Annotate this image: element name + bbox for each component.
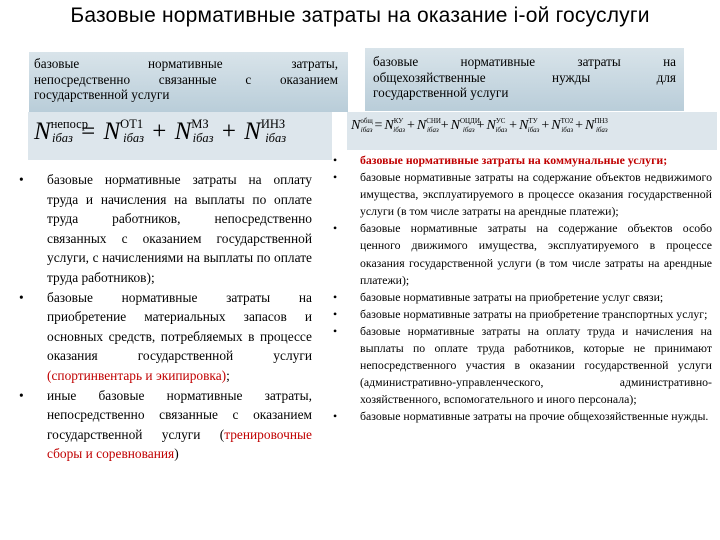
formula-direct-costs — [28, 112, 332, 160]
formula-term: $N^{ТО2}iбаз$ — [551, 117, 574, 134]
formula-term-lhs: $N^{непоср}iбаз$ — [34, 116, 88, 145]
general-costs-list — [330, 152, 712, 426]
plus-sign: + — [221, 118, 236, 145]
plus-sign: + — [575, 118, 583, 133]
page-title: Базовые нормативные затраты на оказание i-ой госуслуги — [70, 4, 650, 27]
formula-term: $N^{ТУ}iбаз$ — [519, 117, 540, 134]
formula-term: $N^{СНИ}iбаз$ — [416, 117, 441, 134]
plus-sign: + — [509, 118, 518, 133]
plus-sign: + — [406, 118, 415, 133]
list-item — [330, 152, 712, 169]
list-item: • базовые нормативные затраты на оплату труда и начисления на выплаты по оплате труда работников, которые не принимают непосредственного участия в оказании государственной услуги (административно-управленческого, административно-хозяйственного, вспомогательного и иного персонала); — [330, 323, 712, 408]
plus-sign: + — [476, 118, 485, 133]
highlight-text: (спортинвентарь и экипировка) — [47, 367, 227, 383]
header-line: государственной услуги — [373, 85, 509, 100]
list-item: • базовые нормативные затраты на приобретение услуг связи; — [330, 289, 712, 306]
plus-sign: + — [541, 118, 550, 133]
formula-term: $N^{ПНЗ}iбаз$ — [584, 117, 608, 134]
list-item: • базовые нормативные затраты на прочие общехозяйственные нужды. — [330, 408, 712, 425]
list-item: • базовые нормативные затраты на приобретение транспортных услуг; — [330, 306, 712, 323]
header-line: непосредственно связанные с оказанием — [34, 71, 338, 87]
highlight-text: базовые нормативные затраты на коммунальные услуги; — [360, 153, 668, 167]
plus-sign: + — [440, 118, 449, 133]
plus-sign: + — [152, 118, 167, 145]
list-item: • базовые нормативные затраты на содержание объектов недвижимого имущества, эксплуатируемого в процессе оказания государственной услуги (в том числе затраты на арендные платежи); — [330, 169, 712, 220]
header-line: базовые нормативные затраты, — [34, 56, 338, 71]
list-item: • иные базовые нормативные затраты, непосредственно связанные с оказанием государственной услуги (тренировочные сборы и соревнования) — [16, 386, 312, 464]
formula-term: $N^{КУ}iбаз$ — [384, 117, 405, 134]
header-box-direct-costs — [29, 52, 348, 112]
formula-term: $N^{УС}iбаз$ — [486, 117, 508, 134]
list-item: • базовые нормативные затраты на приобретение материальных запасов и основных средств, потребляемых в процессе оказания государственной услуги (спортинвентарь и экипировка); — [16, 288, 312, 386]
equals-sign: = — [81, 118, 96, 145]
formula-term: $N^{ИНЗ}iбаз$ — [244, 116, 287, 145]
header-line: государственной услуги — [34, 87, 170, 102]
header-line: базовые нормативные затраты на — [373, 54, 676, 69]
direct-costs-list — [16, 170, 312, 464]
formula-term: $N^{МЗ}iбаз$ — [174, 116, 214, 145]
formula-term: $N^{ОТ1}iбаз$ — [103, 116, 144, 145]
formula-general-costs — [347, 112, 717, 150]
list-item: • базовые нормативные затраты на оплату труда и начисления на выплаты по оплате труда работников, непосредственно связанных с оказанием государственной услуги, с начислениями на выплаты по оплате труда работников); — [16, 170, 312, 288]
list-item: • базовые нормативные затраты на содержание объектов особо ценного движимого имущества, эксплуатируемого в процессе оказания государственной услуги (в том числе затраты на арендные платежи); — [330, 220, 712, 288]
formula-term-lhs: $N^{общ}iбаз$ — [351, 117, 373, 134]
equals-sign: = — [374, 118, 383, 133]
header-box-general-costs — [365, 48, 684, 111]
header-line: общехозяйственные нужды для — [373, 69, 676, 85]
formula-term: $N^{ОЦДИ}iбаз$ — [450, 117, 480, 134]
highlight-text: тренировочные сборы и соревнования — [47, 426, 312, 462]
